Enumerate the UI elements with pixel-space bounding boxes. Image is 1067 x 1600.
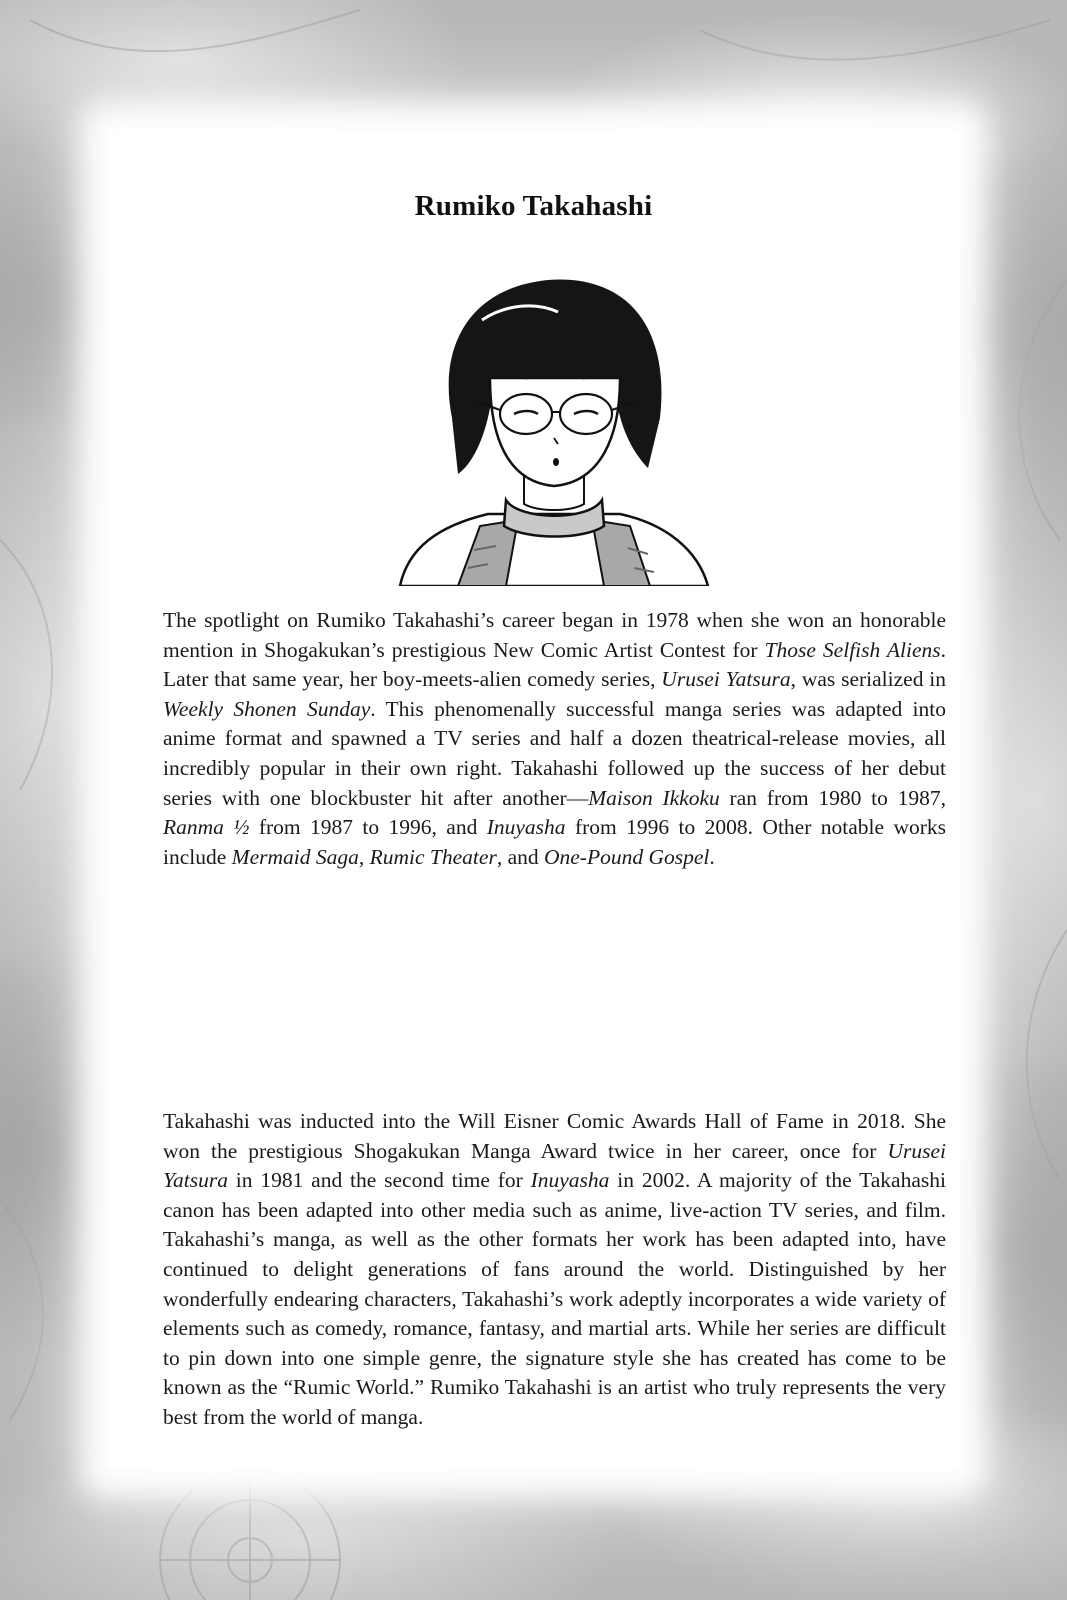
- work-title: Urusei Yatsura: [163, 1138, 946, 1193]
- work-title: Those Selfish Aliens: [764, 637, 941, 662]
- work-title: One-Pound Gospel: [543, 844, 710, 869]
- work-title: Ranma ½: [163, 815, 250, 840]
- work-title: Weekly Shonen Sunday: [163, 696, 371, 721]
- work-title: Mermaid Saga: [231, 844, 359, 869]
- work-title: Urusei Yatsura: [661, 667, 791, 692]
- work-title: Rumic Theater: [369, 844, 497, 869]
- bio-paragraph-1: The spotlight on Rumiko Takahashi’s career began in 1978 when she won an honorable mention in Shogakukan’s prestigious New Comic Artist Contest for Those Selfish Aliens. Later that same year, her boy-meets-alien comedy series, Urusei Yatsura, was serialized in Weekly Shonen Sunday. This phenomenally successful manga series was adapted into anime format and spawned a TV series and half a dozen theatrical-release movies, all incredibly popular in their own right. Takahashi followed up the success of her debut series with one blockbuster hit after another—Maison Ikkoku ran from 1980 to 1987, Ranma ½ from 1987 to 1996, and Inuyasha from 1996 to 2008. Other notable works include Mermaid Saga, Rumic Theater, and One-Pound Gospel.: [163, 608, 947, 869]
- work-title: Maison Ikkoku: [588, 785, 720, 810]
- page-title: Rumiko Takahashi: [414, 190, 653, 222]
- author-portrait-icon: [398, 268, 710, 586]
- bio-paragraph-2: Takahashi was inducted into the Will Eisner Comic Awards Hall of Fame in 2018. She won the prestigious Shogakukan Manga Award twice in her career, once for Urusei Yatsura in 1981 and the second time for Inuyasha in 2002. A majority of the Takahashi canon has been adapted into other media such as anime, live-action TV series, and film. Takahashi’s manga, as well as the other formats her work has been adapted into, have continued to delight generations of fans around the world. Distinguished by her wonderfully endearing characters, Takahashi’s work adeptly incorporates a wide variety of elements such as comedy, romance, fantasy, and martial arts. While her series are difficult to pin down into one simple genre, the signature style she has created has come to be known as the “Rumic World.” Rumiko Takahashi is an artist who truly represents the very best from the world of manga.: [163, 1109, 946, 1429]
- work-title: Inuyasha: [530, 1168, 610, 1193]
- work-title: Inuyasha: [486, 815, 566, 840]
